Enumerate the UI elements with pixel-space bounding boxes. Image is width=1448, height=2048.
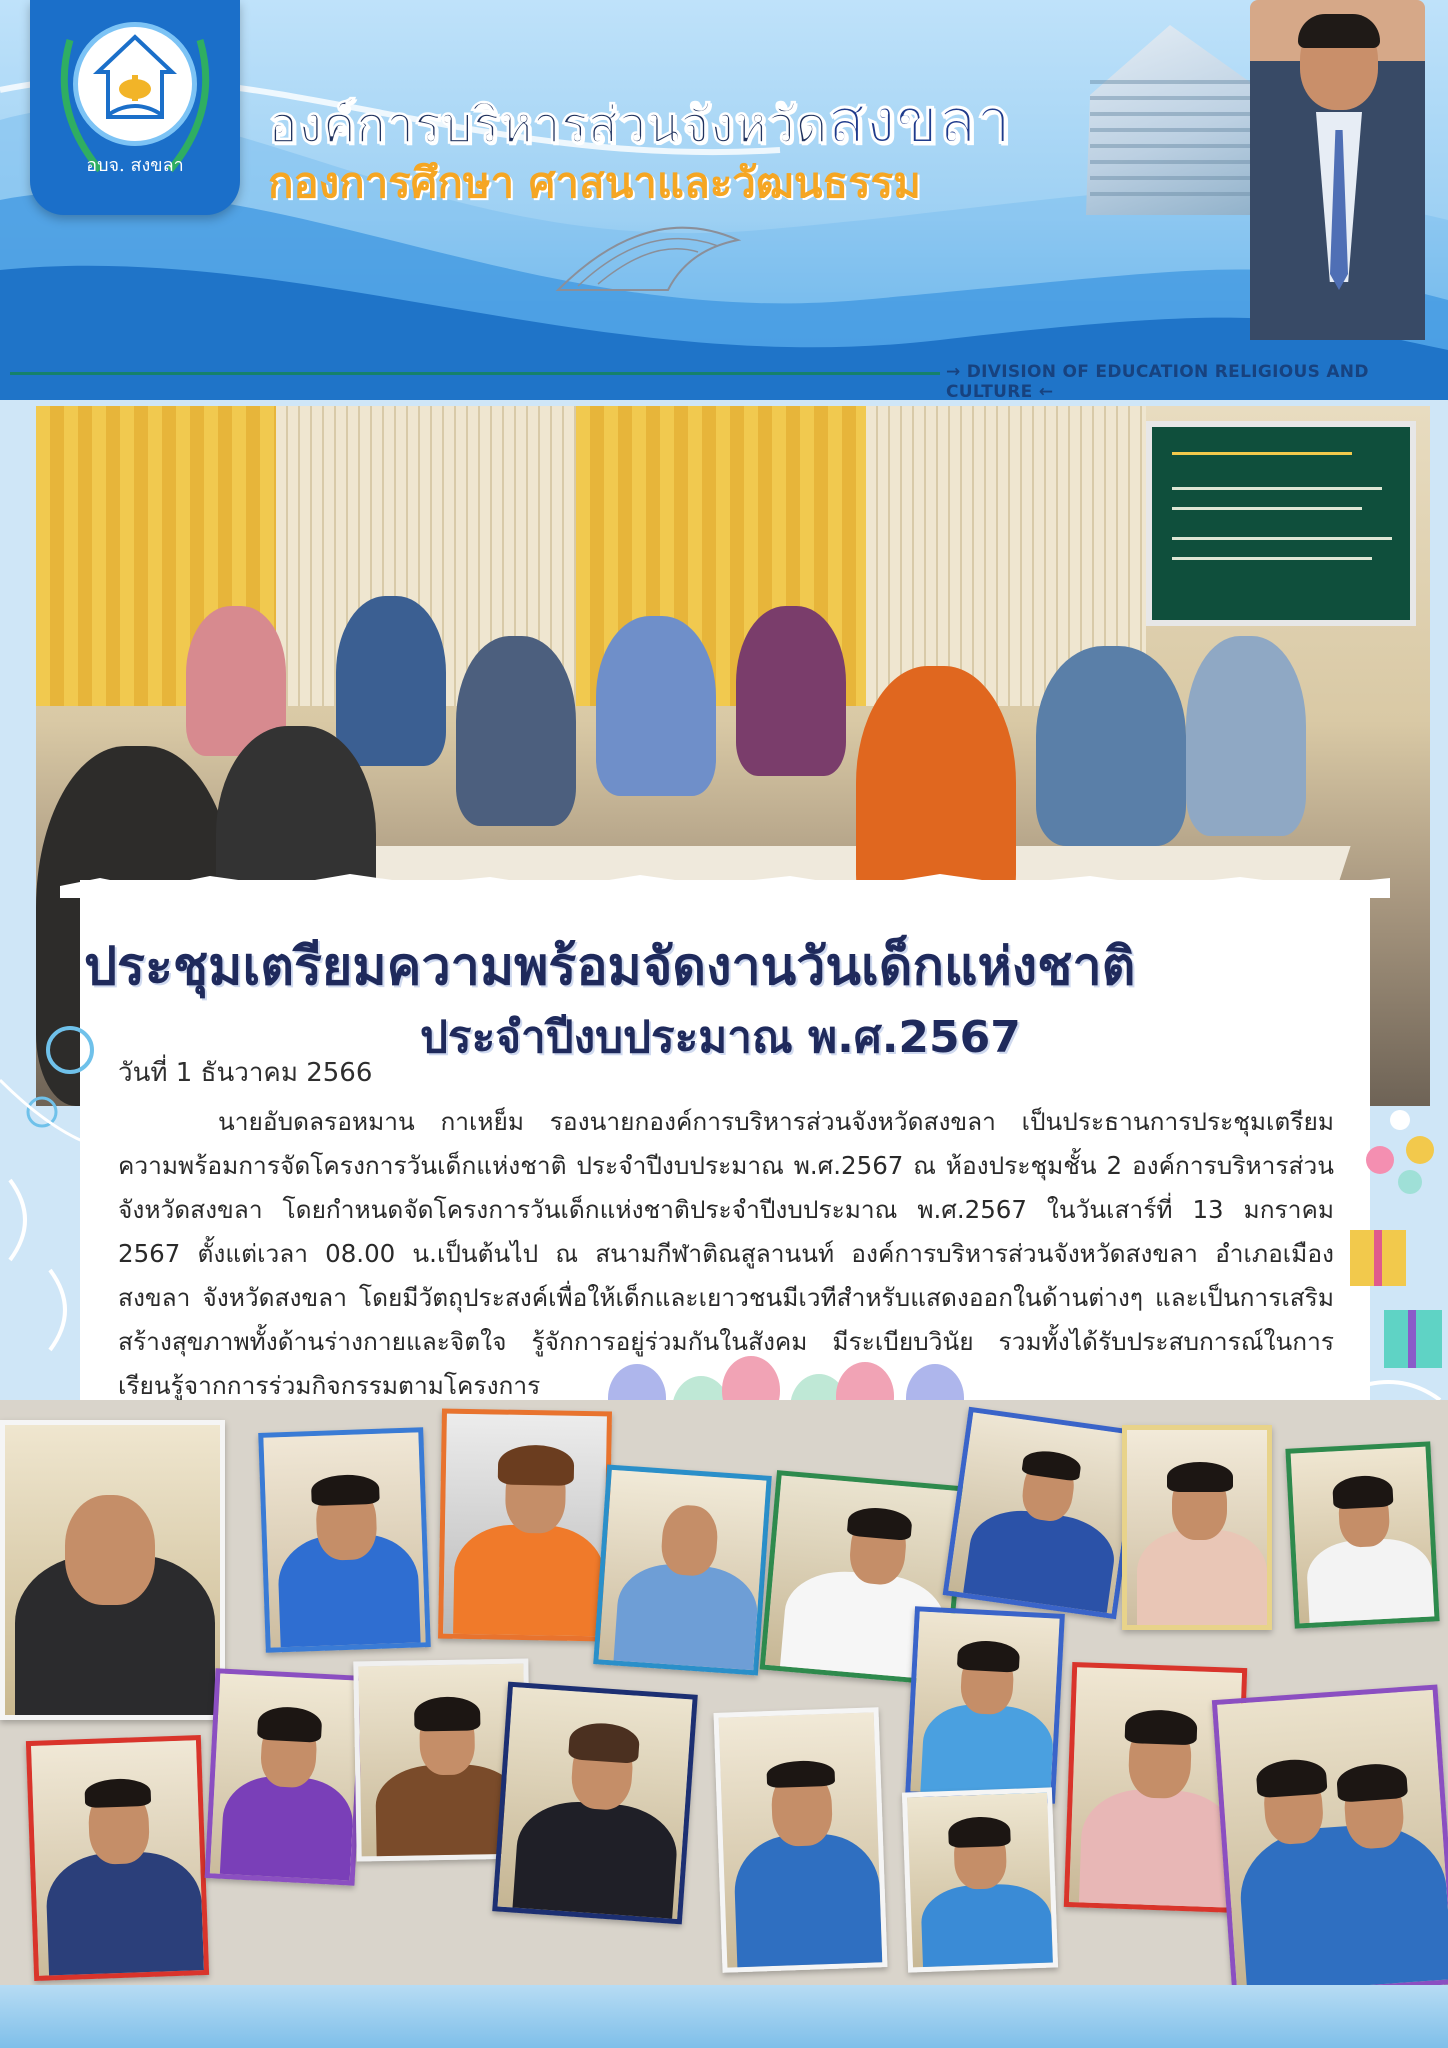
division-title-th: กองการศึกษา ศาสนาและวัฒนธรรม bbox=[268, 158, 921, 207]
leaf-decoration bbox=[30, 0, 240, 215]
collage-photo bbox=[593, 1464, 772, 1675]
division-banner bbox=[0, 362, 1448, 400]
gift-decoration-right bbox=[1340, 1100, 1448, 1430]
division-title-en: → DIVISION OF EDUCATION RELIGIOUS AND CULTURE ← bbox=[946, 362, 1369, 400]
collage-photo bbox=[714, 1707, 888, 1973]
org-title-province: สงขลา bbox=[827, 84, 1011, 157]
portrait-hair bbox=[1298, 14, 1380, 48]
collage-photo bbox=[1212, 1684, 1448, 1999]
projector-screen bbox=[1146, 421, 1416, 626]
logo-badge bbox=[30, 0, 240, 215]
collage-photo bbox=[258, 1427, 431, 1653]
footer-band bbox=[0, 1985, 1448, 2048]
swirl-decoration-left bbox=[0, 1020, 100, 1440]
article-date: วันที่ 1 ธันวาคม 2566 bbox=[118, 1058, 373, 1088]
collage-photo bbox=[905, 1606, 1065, 1804]
org-title-prefix: องค์การบริหารส่วนจังหวัด bbox=[268, 96, 828, 154]
collage-photo bbox=[438, 1409, 612, 1642]
collage-photo bbox=[0, 1420, 225, 1720]
article-body: นายอับดลรอหมาน กาเหย็ม รองนายกองค์การบริหารส่วนจังหวัดสงขลา เป็นประธานการประชุมเตรียมความพร้อมการจัดโครงการวันเด็กแห่งชาติ ประจำปีงบประมาณ พ.ศ.2567 ณ ห้องประชุมชั้น 2 องค์การบริหารส่วนจังหวัดสงขลา โดยกำหนดจัดโครงการวันเด็กแห่งชาติประจำปีงบประมาณ พ.ศ.2567 ในวันเสาร์ที่ 13 มกราคม 2567 ตั้งแต่เวลา 08.00 น.เป็นต้นไป ณ สนามกีฬาติณสูลานนท์ องค์การบริหารส่วนจังหวัดสงขลา อำเภอเมืองสงขลา จังหวัดสงขลา โดยมีวัตถุประสงค์เพื่อให้เด็กและเยาวชนมีเวทีสำหรับแสดงออกในด้านต่างๆ และเป็นการเสริมสร้างสุขภาพทั้งด้านร่างกายและจิตใจ รู้จักการอยู่ร่วมกันในสังคม มีระเบียบวินัย รวมทั้งได้รับประสบการณ์ในการเรียนรู้จากการร่วมกิจกรรมตามโครงการ bbox=[118, 1107, 1334, 1400]
collage-photo bbox=[902, 1787, 1058, 1972]
shell-icon bbox=[548, 210, 748, 300]
collage-photo bbox=[492, 1682, 698, 1925]
collage-photo bbox=[943, 1407, 1143, 1620]
headline-title: ประชุมเตรียมความพร้อมจัดงานวันเด็กแห่งชาติ bbox=[84, 937, 1136, 997]
building-windows bbox=[1090, 80, 1250, 200]
logo-caption: อบจ. สงขลา bbox=[86, 155, 184, 176]
collage-photo bbox=[1122, 1425, 1272, 1630]
headline-subtitle: ประจำปีงบประมาณ พ.ศ.2567 bbox=[420, 1012, 1021, 1063]
header-banner bbox=[0, 0, 1448, 400]
collage-photo bbox=[26, 1735, 209, 1981]
collage-photo bbox=[205, 1668, 366, 1886]
collage-photo bbox=[1285, 1441, 1439, 1628]
division-line bbox=[10, 372, 940, 375]
